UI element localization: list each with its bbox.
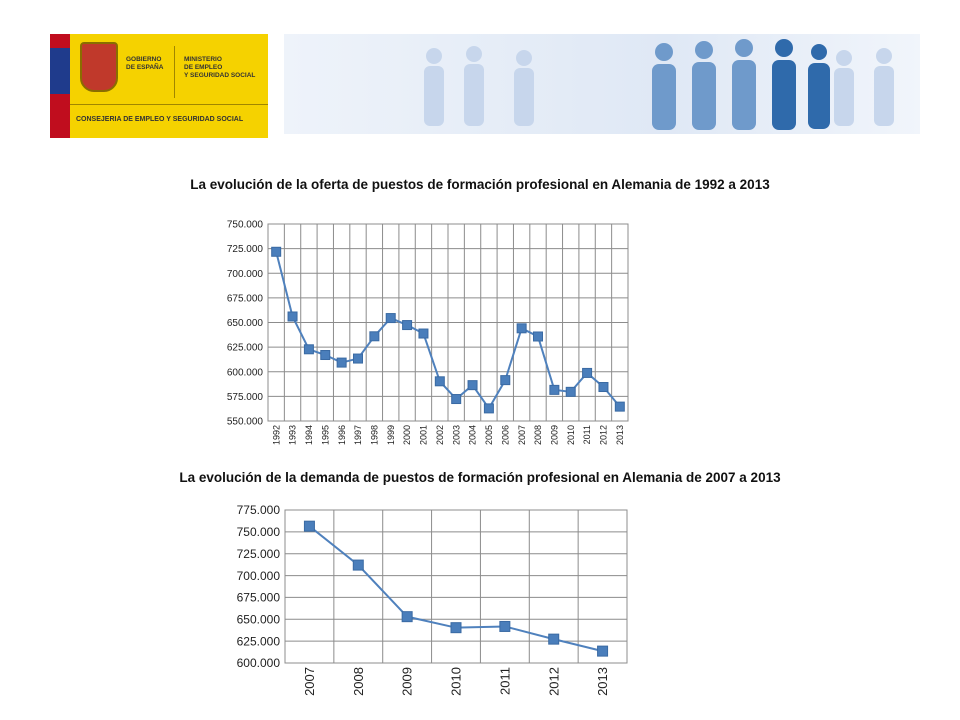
- eu-flag-band: [50, 48, 70, 94]
- y-tick-label: 700.000: [236, 568, 280, 583]
- x-tick-label: 2008: [533, 425, 544, 446]
- data-point: [484, 404, 493, 413]
- x-tick-label: 2002: [434, 425, 445, 446]
- data-point: [337, 358, 346, 367]
- x-tick-label: 1999: [385, 425, 396, 446]
- data-point: [534, 332, 543, 341]
- data-point: [304, 345, 313, 354]
- x-tick-label: 2007: [301, 667, 317, 696]
- data-point: [500, 621, 510, 631]
- y-tick-label: 625.000: [236, 634, 280, 649]
- chart2-demanda: [0, 500, 960, 715]
- people-banner: [284, 34, 920, 134]
- x-tick-label: 2009: [549, 425, 560, 446]
- logo-ministerio: MINISTERIO DE EMPLEO Y SEGURIDAD SOCIAL: [184, 56, 256, 79]
- data-point: [549, 634, 559, 644]
- x-tick-label: 2010: [448, 667, 464, 696]
- y-tick-label: 750.000: [236, 525, 280, 540]
- x-tick-label: 2013: [595, 667, 611, 696]
- y-tick-label: 725.000: [226, 244, 263, 256]
- data-point: [550, 385, 559, 394]
- logo-rule: [70, 104, 268, 105]
- data-point: [272, 247, 281, 256]
- y-tick-label: 750.000: [226, 219, 263, 231]
- data-point: [517, 324, 526, 333]
- data-point: [353, 560, 363, 570]
- x-tick-label: 2011: [582, 425, 593, 445]
- data-point: [598, 646, 608, 656]
- data-point: [615, 402, 624, 411]
- logo-divider: [174, 46, 175, 98]
- x-tick-label: 2009: [399, 667, 415, 696]
- x-tick-label: 1996: [336, 425, 347, 446]
- chart1-oferta: [0, 205, 960, 480]
- x-tick-label: 2010: [565, 425, 576, 446]
- x-tick-label: 2004: [467, 425, 478, 446]
- data-point: [419, 329, 428, 338]
- data-point: [386, 314, 395, 323]
- data-point: [288, 312, 297, 321]
- x-tick-label: 1992: [271, 425, 282, 446]
- y-tick-label: 650.000: [236, 612, 280, 627]
- x-tick-label: 2005: [484, 425, 495, 446]
- x-tick-label: 1997: [353, 425, 364, 446]
- x-tick-label: 2008: [350, 667, 366, 696]
- x-tick-label: 2012: [546, 667, 562, 696]
- x-tick-label: 2012: [598, 425, 609, 446]
- data-point: [304, 521, 314, 531]
- data-point: [583, 368, 592, 377]
- x-tick-label: 1995: [320, 425, 331, 446]
- x-tick-label: 2000: [402, 425, 413, 446]
- data-point: [599, 383, 608, 392]
- data-point: [566, 387, 575, 396]
- y-tick-label: 775.000: [236, 503, 280, 518]
- y-tick-label: 625.000: [226, 342, 263, 354]
- x-tick-label: 1994: [304, 425, 315, 446]
- plot-area: [285, 510, 627, 663]
- x-tick-label: 2006: [500, 425, 511, 446]
- y-tick-label: 675.000: [226, 293, 263, 305]
- chart2-title: La evolución de la demanda de puestos de formación profesional en Alemania de 2007 a 2013: [179, 470, 781, 485]
- coat-of-arms-icon: [80, 42, 118, 92]
- x-tick-label: 2011: [497, 667, 513, 695]
- x-tick-label: 2013: [614, 425, 625, 446]
- data-point: [403, 321, 412, 330]
- chart1-title: La evolución de la oferta de puestos de formación profesional en Alemania de 1992 a 2013: [190, 177, 770, 192]
- data-point: [402, 612, 412, 622]
- header: [46, 30, 920, 140]
- x-tick-label: 1998: [369, 425, 380, 446]
- data-point: [370, 332, 379, 341]
- y-tick-label: 600.000: [226, 367, 263, 379]
- ministry-logo: [50, 34, 268, 138]
- data-point: [501, 376, 510, 385]
- logo-gobierno: GOBIERNO DE ESPAÑA: [126, 56, 164, 71]
- logo-consejeria: CONSEJERIA DE EMPLEO Y SEGURIDAD SOCIAL: [76, 116, 244, 123]
- x-tick-label: 2003: [451, 425, 462, 446]
- y-tick-label: 675.000: [236, 590, 280, 605]
- data-point: [468, 381, 477, 390]
- x-tick-label: 1993: [287, 425, 298, 446]
- data-point: [452, 395, 461, 404]
- y-tick-label: 725.000: [236, 546, 280, 561]
- y-tick-label: 550.000: [226, 416, 263, 428]
- x-tick-label: 2007: [516, 425, 527, 446]
- people-silhouettes-icon: [284, 34, 920, 134]
- y-tick-label: 700.000: [226, 268, 263, 280]
- data-point: [354, 354, 363, 363]
- x-tick-label: 2001: [418, 425, 429, 446]
- y-tick-label: 575.000: [226, 391, 263, 403]
- data-point: [451, 623, 461, 633]
- y-tick-label: 650.000: [226, 318, 263, 329]
- y-tick-label: 600.000: [236, 656, 280, 671]
- data-point: [321, 351, 330, 360]
- data-point: [435, 377, 444, 386]
